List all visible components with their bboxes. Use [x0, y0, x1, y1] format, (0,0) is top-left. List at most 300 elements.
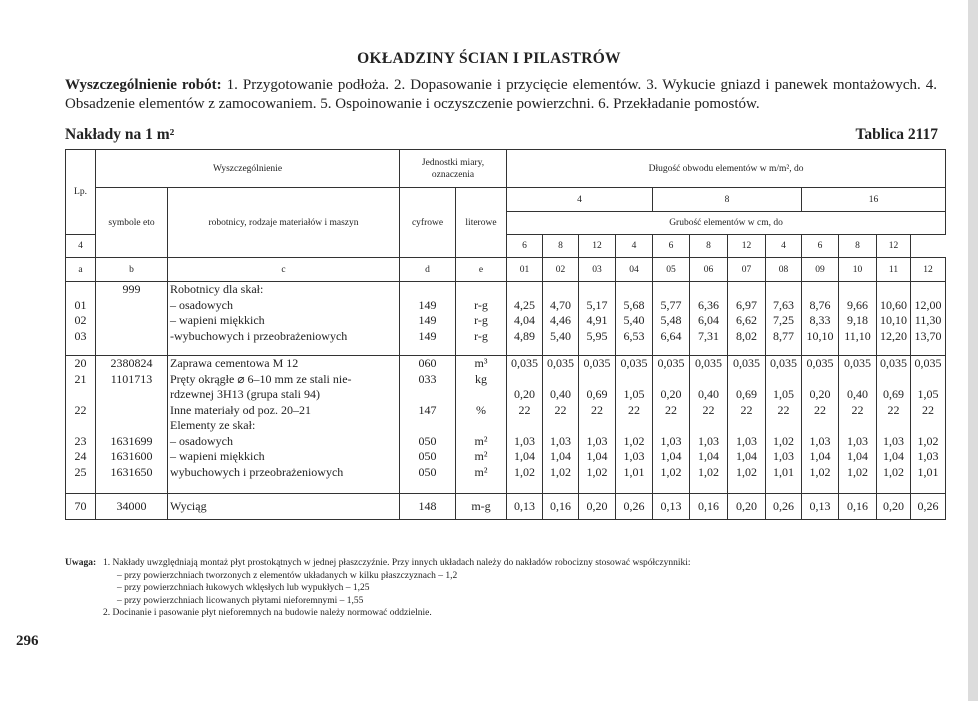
- group1-value: 4,89: [514, 328, 535, 343]
- group2-desc-line: wybuchowych i przeobrażeniowych: [170, 464, 344, 479]
- group1-value: 8,77: [773, 328, 794, 343]
- group2-value: 1,03: [736, 433, 757, 448]
- group2-lp-line: 21: [74, 371, 87, 386]
- notes: [65, 557, 937, 620]
- group1-value: 4,91: [586, 313, 608, 327]
- group2-symbol-line: 1631650: [110, 464, 153, 479]
- group2-value: 1,04: [586, 449, 608, 463]
- group2-value-cell: [616, 356, 653, 494]
- group2-value: 1,01: [773, 464, 794, 479]
- thickness-cell: 12: [579, 235, 616, 258]
- group2-value: [804, 372, 836, 388]
- group2-value-cell: [653, 356, 690, 494]
- group2-value: 0,20: [809, 387, 831, 401]
- group1-value: 5,48: [660, 313, 682, 327]
- group1-value-cell: [543, 282, 579, 356]
- group2-value: 1,01: [917, 464, 939, 479]
- group2-desc-line: Elementy ze skał:: [170, 418, 256, 432]
- group1-desc-line: -wybuchowych i przeobrażeniowych: [170, 328, 348, 343]
- group2-value: 22: [887, 402, 900, 417]
- group1-desc-line: – osadowych: [170, 297, 233, 312]
- group2-value: 1,04: [809, 449, 831, 463]
- group2-lp-line: [68, 387, 93, 403]
- group2-value: 1,01: [623, 464, 645, 479]
- header-perimeter: Długość obwodu elementów w m/m², do: [507, 150, 946, 188]
- letter-a: a: [66, 258, 96, 282]
- group3-symbol: 34000: [96, 494, 168, 520]
- group1-value: 6,64: [660, 328, 682, 343]
- group2-value: [545, 418, 576, 434]
- group3-value: 0,26: [616, 494, 653, 520]
- group2-value: 1,05: [917, 387, 939, 401]
- group2-symbol-line: 1631600: [110, 449, 153, 463]
- group1-cyf-cell: [400, 282, 456, 356]
- group2-value: 1,03: [809, 433, 831, 448]
- header-lp: Lp.: [66, 150, 96, 235]
- group2-value: 1,04: [698, 449, 719, 463]
- group1-value-cell: [728, 282, 766, 356]
- group2-value: 0,035: [844, 356, 871, 370]
- group1-value: 12,20: [880, 328, 907, 343]
- group3-value: 0,16: [543, 494, 579, 520]
- group2-value: 0,69: [883, 387, 904, 401]
- group2-value: 22: [922, 402, 935, 417]
- group2-symbol-line: 1101713: [110, 371, 153, 386]
- group3-desc: Wyciąg: [168, 494, 400, 520]
- group1-lp-cell: [66, 282, 96, 356]
- group2-value: 0,69: [586, 387, 608, 401]
- group2-value: 1,05: [623, 387, 645, 401]
- group1-value: [509, 282, 540, 298]
- group2-value: 1,03: [773, 449, 794, 463]
- column-number: 12: [911, 258, 946, 282]
- group3-value: 0,13: [802, 494, 839, 520]
- spec-label: Wyszczególnienie robót:: [65, 77, 222, 93]
- group2-value: 1,03: [917, 449, 939, 463]
- page-edge: [968, 0, 978, 701]
- group2-value: [841, 372, 874, 388]
- group1-value: 6,53: [623, 328, 645, 343]
- group2-lp-line: 23: [74, 433, 87, 448]
- group1-value: 6,62: [736, 313, 757, 327]
- group2-value: 1,02: [773, 433, 794, 448]
- group2-cyf-line: 147: [418, 402, 437, 417]
- thickness-cell: 6: [507, 235, 543, 258]
- group2-value: 1,02: [698, 464, 719, 479]
- group2-cyf-line: 033: [418, 371, 437, 386]
- group1-value: 4,25: [514, 297, 535, 312]
- group2-value: 0,035: [914, 356, 942, 370]
- group1-cyf-line: 149: [418, 313, 437, 327]
- work-specification: [65, 76, 937, 114]
- column-number: 05: [653, 258, 690, 282]
- group1-value: 5,68: [623, 297, 645, 312]
- group2-value: 1,03: [883, 433, 904, 448]
- group1-symbol-line: [98, 329, 165, 345]
- group2-value: [618, 418, 650, 434]
- note-1b: – przy powierzchniach łukowych wklęsłych lub wypukłych – 1,25: [117, 583, 370, 593]
- group3-lit: m-g: [456, 494, 507, 520]
- group1-lp-line: 01: [74, 297, 87, 312]
- group2-value: 1,04: [883, 449, 904, 463]
- group2-value-cell: [728, 356, 766, 494]
- group2-value: 1,03: [847, 433, 868, 448]
- group2-desc-line: Zaprawa cementowa M 12: [170, 356, 299, 370]
- group2-lit-line: m²: [474, 433, 488, 448]
- group3-value: 0,26: [766, 494, 802, 520]
- thickness-cell: 8: [839, 235, 877, 258]
- page-number: 296: [16, 633, 39, 649]
- group2-value: 1,02: [550, 464, 571, 479]
- letter-e: e: [456, 258, 507, 282]
- group2-value: 1,05: [773, 387, 794, 401]
- column-number: 10: [839, 258, 877, 282]
- group2-value: [618, 372, 650, 388]
- group1-value: 7,31: [698, 328, 719, 343]
- group1-value: [692, 282, 725, 298]
- group1-value: 6,36: [698, 297, 719, 312]
- group3-value: 0,13: [653, 494, 690, 520]
- group1-value-cell: [507, 282, 543, 356]
- group1-lp-line: 03: [74, 328, 87, 343]
- group1-value-cell: [839, 282, 877, 356]
- group1-value: 8,33: [809, 313, 831, 327]
- group2-value: [655, 372, 687, 388]
- group1-value: 9,18: [847, 313, 868, 327]
- header-resources: robotnicy, rodzaje materiałów i maszyn: [168, 188, 400, 258]
- group2-value: 1,03: [660, 433, 682, 448]
- group2-value: [692, 372, 725, 388]
- group2-value: 0,20: [514, 387, 535, 401]
- group1-cyf-line: 149: [418, 328, 437, 343]
- header-units: Jednostki miary, oznaczenia: [400, 150, 507, 188]
- group2-lit-line: m³: [474, 356, 488, 370]
- group1-value: [768, 282, 799, 298]
- column-number: 09: [802, 258, 839, 282]
- table-number: Tablica 2117: [855, 126, 938, 143]
- group1-value: 6,04: [698, 313, 719, 327]
- note-1: 1. Nakłady uwzględniają montaż płyt prostokątnych w jednej płaszczyźnie. Przy innych układach należy do nakładów robocizny stosować współczynniki:: [103, 558, 691, 568]
- thickness-cell: 4: [766, 235, 802, 258]
- group2-value: 22: [591, 402, 603, 417]
- group2-value: [509, 418, 540, 434]
- group2-desc-line: – wapieni miękkich: [170, 449, 265, 463]
- group2-value: 1,02: [514, 464, 535, 479]
- group2-value: 0,40: [847, 387, 868, 401]
- group1-value: 4,70: [550, 297, 571, 312]
- header-description: Wyszczególnienie: [96, 150, 400, 188]
- group2-value: 1,02: [883, 464, 904, 479]
- group2-value: 1,02: [917, 433, 939, 448]
- group1-value: [730, 282, 763, 298]
- group1-value: [581, 282, 613, 298]
- group2-value: 0,035: [733, 356, 760, 370]
- group1-value: 9,66: [847, 297, 868, 312]
- group2-value: [804, 418, 836, 434]
- group1-value: 7,25: [773, 313, 794, 327]
- group1-value: 13,70: [914, 328, 942, 343]
- group2-lit-line: m²: [474, 464, 488, 479]
- group2-value: 0,035: [547, 356, 574, 370]
- group1-lp-line: [68, 282, 93, 298]
- group2-symbol-cell: [96, 356, 168, 494]
- group2-value: 1,02: [736, 464, 757, 479]
- group2-lp-line: 25: [74, 464, 87, 479]
- thickness-cell: 4: [66, 235, 96, 258]
- group2-value: 1,04: [847, 449, 868, 463]
- column-number: 01: [507, 258, 543, 282]
- group2-value: 22: [777, 402, 790, 417]
- group2-value: [768, 372, 799, 388]
- group1-desc-line: Robotnicy dla skał:: [170, 282, 264, 296]
- header-letter: literowe: [456, 188, 507, 258]
- group2-value: [768, 418, 799, 434]
- group1-value-cell: [616, 282, 653, 356]
- group2-desc-line: rdzewnej 3H13 (grupa stali 94): [170, 387, 320, 401]
- header-length-16: 16: [802, 188, 946, 212]
- group3-value: 0,20: [877, 494, 911, 520]
- norms-table: [65, 149, 946, 520]
- group1-value: 10,10: [880, 313, 907, 327]
- group2-symbol-line: 1631699: [110, 433, 153, 448]
- group2-value: 1,04: [550, 449, 571, 463]
- group3-value: 0,20: [728, 494, 766, 520]
- thickness-cell: 12: [728, 235, 766, 258]
- group2-value: 0,20: [660, 387, 682, 401]
- group1-value: 8,02: [736, 328, 757, 343]
- column-number: 06: [690, 258, 728, 282]
- letter-b: b: [96, 258, 168, 282]
- group1-value: [879, 282, 908, 298]
- group1-value: [804, 282, 836, 298]
- group2-value-cell: [579, 356, 616, 494]
- group2-lp-line: 20: [74, 356, 87, 370]
- group1-symbol-line: [98, 298, 165, 314]
- group2-lit-line: kg: [475, 371, 487, 386]
- group2-value: 22: [554, 402, 567, 417]
- group2-value-cell: [877, 356, 911, 494]
- column-number: 11: [877, 258, 911, 282]
- group1-value: [841, 282, 874, 298]
- group2-symbol-line: [98, 387, 165, 403]
- note-1a: – przy powierzchniach tworzonych z elementów układanych w kilku płaszczyznach – 1,2: [117, 570, 458, 581]
- group2-value: 1,02: [847, 464, 868, 479]
- notes-label: Uwaga:: [65, 558, 97, 568]
- group2-value: [913, 372, 943, 388]
- thickness-cell: 8: [543, 235, 579, 258]
- group2-value-cell: [911, 356, 946, 494]
- column-number: 07: [728, 258, 766, 282]
- group1-value: [618, 282, 650, 298]
- group2-value-cell: [766, 356, 802, 494]
- group2-cyf-line: 060: [418, 356, 437, 370]
- group2-value: 0,40: [698, 387, 719, 401]
- group2-value: 0,035: [695, 356, 722, 370]
- group2-value: 1,03: [586, 433, 608, 448]
- letter-c: c: [168, 258, 400, 282]
- group1-value: 5,40: [550, 328, 571, 343]
- group2-value: [581, 372, 613, 388]
- group2-value: 0,035: [806, 356, 834, 370]
- group2-value: [692, 418, 725, 434]
- group1-value: 10,60: [880, 297, 907, 312]
- group3-value: 0,16: [690, 494, 728, 520]
- group1-cyf-line: 149: [418, 297, 437, 312]
- group1-value: 4,04: [514, 313, 535, 327]
- group1-symbol-line: [98, 313, 165, 329]
- group2-value: [655, 418, 687, 434]
- group2-value: 1,02: [660, 464, 682, 479]
- group2-value: [545, 372, 576, 388]
- group1-lp-line: 02: [74, 313, 87, 327]
- group1-value: 6,97: [736, 297, 757, 312]
- group2-lp-cell: [66, 356, 96, 494]
- header-symbols: symbole eto: [96, 188, 168, 258]
- group2-value: 1,04: [660, 449, 682, 463]
- group2-symbol-line: [98, 403, 165, 419]
- group2-value: [509, 372, 540, 388]
- group3-lp: 70: [66, 494, 96, 520]
- group1-lit-line: [458, 282, 504, 298]
- group2-value: 1,02: [809, 464, 831, 479]
- inputs-heading: Nakłady na 1 m²: [65, 126, 175, 143]
- group2-value-cell: [507, 356, 543, 494]
- group2-value: 1,03: [550, 433, 571, 448]
- group1-value: [545, 282, 576, 298]
- column-number: 08: [766, 258, 802, 282]
- group2-value: [730, 372, 763, 388]
- group2-cyf-line: 050: [418, 464, 437, 479]
- group2-value: [581, 418, 613, 434]
- spec-text: 1. Przygotowanie podłoża. 2. Dopasowanie i przycięcie elementów. 3. Wykucie gniazd i panewek montażowych. 4. Obsadzenie elementów z zamocowaniem. 5. Ospoinowanie i oczyszczenie powierzchni. 6. Przekładanie pomostów.: [65, 77, 937, 112]
- group2-value-cell: [802, 356, 839, 494]
- group2-lit-line: [458, 387, 504, 403]
- group1-value: 10,10: [806, 328, 834, 343]
- group1-desc-cell: [168, 282, 400, 356]
- note-1c: – przy powierzchniach licowanych płytami nieforemnymi – 1,55: [117, 595, 364, 606]
- group3-value: 0,16: [839, 494, 877, 520]
- column-number: 02: [543, 258, 579, 282]
- group2-desc-cell: [168, 356, 400, 494]
- group2-symbol-line: 2380824: [110, 356, 153, 370]
- group1-lit-line: r-g: [474, 328, 488, 343]
- group1-value-cell: [690, 282, 728, 356]
- group2-value: [913, 418, 943, 434]
- group2-value-cell: [690, 356, 728, 494]
- group2-value: [879, 418, 908, 434]
- note-2: 2. Docinanie i pasowanie płyt nieforemnych na budowie należy normować oddzielnie.: [103, 608, 432, 618]
- group2-value: 0,40: [550, 387, 571, 401]
- group1-lit-line: r-g: [474, 297, 488, 312]
- group3-value: 0,20: [579, 494, 616, 520]
- group1-value: [913, 282, 943, 298]
- group1-value: 5,17: [586, 297, 608, 312]
- group1-value-cell: [653, 282, 690, 356]
- group2-value: 0,035: [583, 356, 611, 370]
- group2-symbol-line: [98, 418, 165, 434]
- thickness-cell: 12: [877, 235, 911, 258]
- group2-value: 0,035: [620, 356, 648, 370]
- group2-lit-line: m²: [474, 449, 488, 463]
- group2-cyf-line: [402, 418, 453, 434]
- group1-value: 11,10: [844, 328, 871, 343]
- group1-value: 5,40: [623, 313, 645, 327]
- header-numeric: cyfrowe: [400, 188, 456, 258]
- group2-value: 1,03: [514, 433, 535, 448]
- group3-value: 0,26: [911, 494, 946, 520]
- group2-value: 22: [665, 402, 677, 417]
- group2-value: 1,04: [514, 449, 535, 463]
- group1-value: 11,30: [914, 313, 942, 327]
- group1-value: 4,46: [550, 313, 571, 327]
- group2-lp-line: [68, 418, 93, 434]
- group2-value: 1,02: [623, 433, 645, 448]
- group2-value: 1,03: [623, 449, 645, 463]
- group3-cyf: 148: [400, 494, 456, 520]
- group1-symbol-line: 999: [122, 282, 141, 296]
- group2-value-cell: [839, 356, 877, 494]
- group1-value: 12,00: [914, 297, 942, 312]
- group1-value-cell: [802, 282, 839, 356]
- group2-cyf-line: 050: [418, 433, 437, 448]
- group2-value: [841, 418, 874, 434]
- header-length-8: 8: [653, 188, 802, 212]
- column-number: 04: [616, 258, 653, 282]
- group2-lit-line: [458, 418, 504, 434]
- group2-desc-line: Inne materiały od poz. 20–21: [170, 402, 311, 417]
- group1-value-cell: [877, 282, 911, 356]
- group1-value: 5,95: [586, 328, 608, 343]
- group1-symbol-cell: [96, 282, 168, 356]
- letter-d: d: [400, 258, 456, 282]
- group1-lit-line: r-g: [474, 313, 488, 327]
- header-thickness: Grubość elementów w cm, do: [507, 212, 946, 235]
- group2-value: 22: [518, 402, 531, 417]
- group2-value-cell: [543, 356, 579, 494]
- group2-value: 22: [702, 402, 715, 417]
- group1-value: 5,77: [660, 297, 682, 312]
- group2-value: 1,03: [698, 433, 719, 448]
- group3-value: 0,13: [507, 494, 543, 520]
- group2-value: [879, 372, 908, 388]
- group1-value: 7,63: [773, 297, 794, 312]
- group1-cyf-line: [402, 282, 453, 298]
- group2-value: 0,035: [511, 356, 538, 370]
- group1-value: 8,76: [809, 297, 831, 312]
- group2-lit-line: %: [476, 402, 486, 417]
- thickness-cell: 8: [690, 235, 728, 258]
- group2-value: [730, 418, 763, 434]
- group2-desc-line: – osadowych: [170, 433, 233, 448]
- group1-lit-cell: [456, 282, 507, 356]
- group2-value: 22: [814, 402, 826, 417]
- group1-value-cell: [766, 282, 802, 356]
- group2-value: 22: [628, 402, 640, 417]
- thickness-cell: 6: [653, 235, 690, 258]
- group2-value: 0,69: [736, 387, 757, 401]
- group1-value: [655, 282, 687, 298]
- group1-value-cell: [579, 282, 616, 356]
- header-length-4: 4: [507, 188, 653, 212]
- group2-cyf-line: [402, 387, 453, 403]
- thickness-cell: 6: [802, 235, 839, 258]
- group2-cyf-cell: [400, 356, 456, 494]
- group2-lp-line: 22: [74, 402, 87, 417]
- group2-value: 0,035: [770, 356, 797, 370]
- group2-value: 0,035: [657, 356, 685, 370]
- group1-desc-line: – wapieni miękkich: [170, 313, 265, 327]
- group2-desc-line: Pręty okrągłe ⌀ 6–10 mm ze stali nie-: [170, 371, 352, 386]
